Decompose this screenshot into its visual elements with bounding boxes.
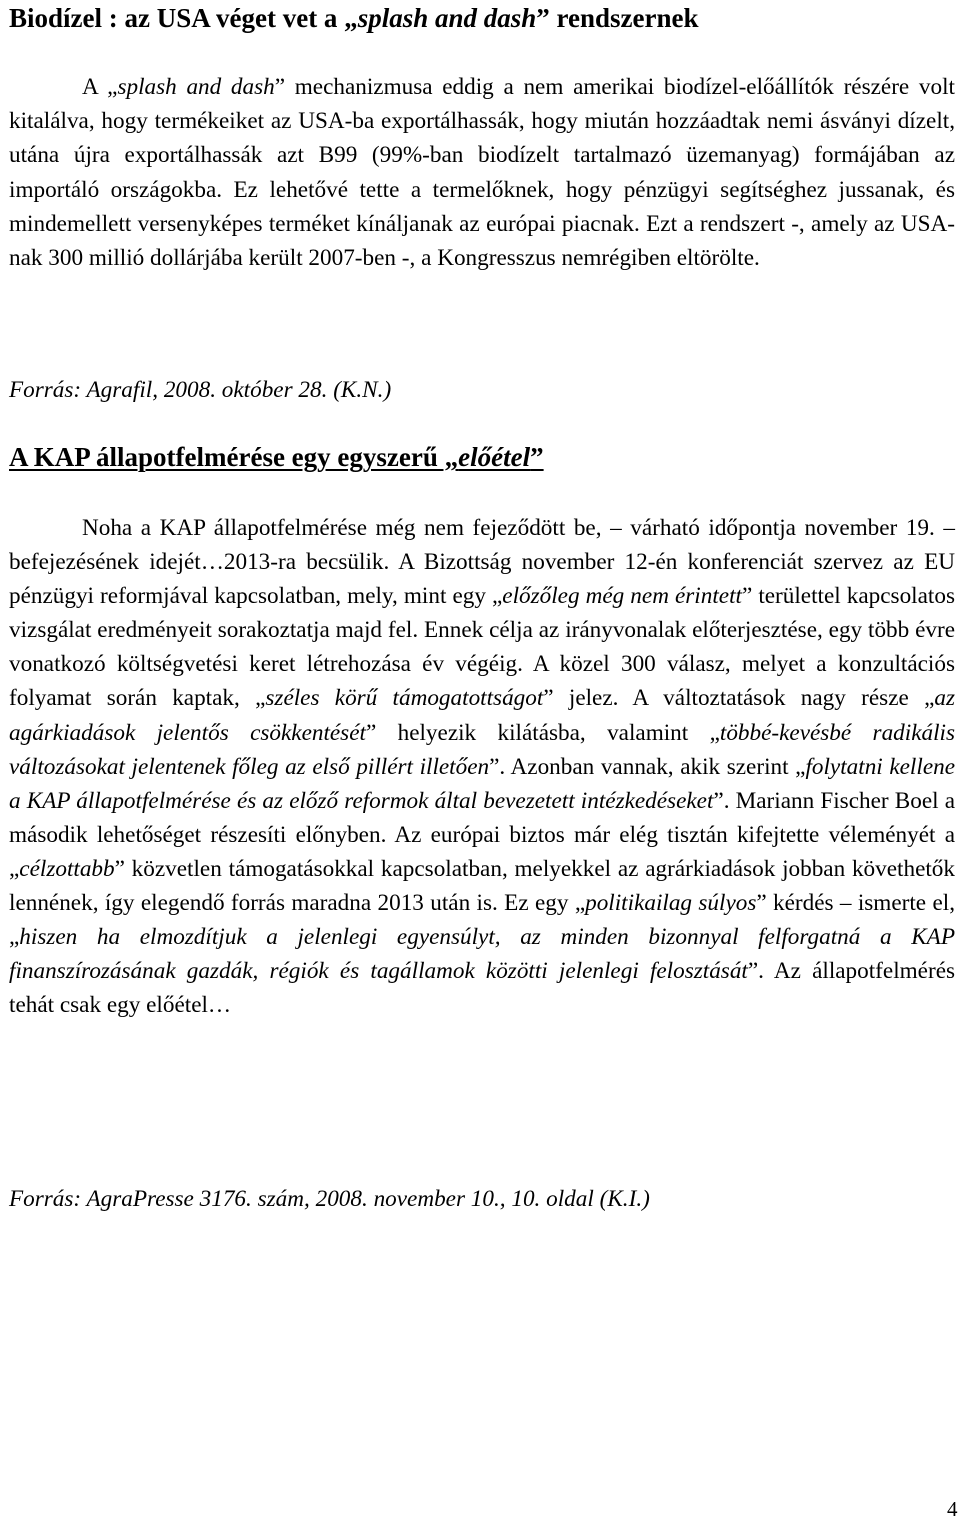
article-2-title-prefix: A KAP állapotfelmérése egy egyszerű „: [9, 442, 459, 472]
article-2-text: ”. Az állapotfelmérés tehát csak egy előétel…: [9, 958, 956, 1019]
article-2-text: ” jelez. A változtatások nagy része „: [543, 685, 935, 712]
article-2-title: [9, 440, 544, 474]
article-1-title-italic: splash and dash: [357, 3, 537, 33]
article-1-text: ” mechanizmusa eddig a nem amerikai biodízel-előállítók részére volt kitalálva, hogy termékeiket az USA-ba exportálhassák, hogy miután hozzáadtak nemi ásványi dízelt, utána újra exportálhassák azt B99 (99%-ban biodízelt tartalmazó üzemanyag) formájában az importáló országokba. Ez lehetővé tette a termelőknek, hogy pénzügyi segítséghez jussanak, és mindemellett versenyképes terméket kínáljanak az európai piacnak. Ezt a rendszert -, amely az USA-nak 300 millió dollárjába került 2007-ben -, a Kongresszus nemrégiben eltörölte.: [9, 74, 956, 272]
article-2-italic-text: előzőleg még nem érintett: [502, 583, 742, 610]
article-2-title-italic: előétel: [458, 442, 531, 472]
article-1-title: [9, 2, 699, 34]
article-2-text: ” közvetlen támogatásokkal kapcsolatban, melyekkel az agrárkiadások jobban követhetők lennének, így elegendő forrás maradna 2013 után is. Ez egy „: [9, 855, 955, 917]
article-2-italic-text: többé-kevésbé radikális változásokat jelentenek főleg az első pillért illetően: [9, 719, 955, 780]
article-2-italic-text: hiszen ha elmozdítjuk a jelenlegi egyensúlyt, az minden bizonnyal felforgatná a KAP finanszírozásának gazdák, régiók és tagállamok közötti jelenlegi felosztását: [9, 924, 955, 985]
article-1-source: Forrás: Agrafil, 2008. október 28. (K.N.): [9, 377, 392, 403]
article-2-text: ” kérdés – ismerte el, „: [9, 890, 955, 951]
article-1-italic-text: splash and dash: [117, 74, 275, 100]
article-2-text: ” területtel kapcsolatos vizsgálat eredményeit sorakoztatja majd fel. Ennek célja az irányvonalak előterjesztése, egy több évre vonatkozó költségvetési keret létrehozása év végéig. A közel 300 válasz, melyet a konzultációs folyamat során kaptak, „: [9, 583, 955, 712]
article-2-body: [9, 511, 955, 1022]
article-2-text: Noha a KAP állapotfelmérése még nem fejeződött be, – várható időpontja november 19. – befejezésének idejét…2013-ra becsülik. A Bizottság november 12-én konferenciát szervez az EU pénzügyi reformjával kapcsolatban, mely, mint egy „: [9, 515, 955, 610]
article-2-italic-text: folytatni kellene a KAP állapotfelmérése és az előző reformok által bevezetett intézkedéseket: [9, 753, 955, 814]
article-2-title-suffix: ”: [530, 442, 544, 472]
article-1-text: A „: [82, 74, 118, 100]
page-number: 4: [947, 1497, 958, 1521]
article-1-title-prefix: Biodízel : az USA véget vet a „: [9, 3, 358, 33]
article-2-text: ” helyezik kilátásba, valamint „: [365, 719, 720, 746]
article-2-italic-text: az agárkiadások jelentős csökkentését: [9, 685, 955, 746]
article-2-italic-text: politikailag súlyos: [585, 890, 757, 917]
article-1-body: [9, 70, 955, 275]
article-2-italic-text: széles körű támogatottságot: [265, 685, 544, 712]
article-2-source: Forrás: AgraPresse 3176. szám, 2008. november 10., 10. oldal (K.I.): [9, 1186, 650, 1212]
article-2-text: ”. Azonban vannak, akik szerint „: [489, 753, 806, 780]
article-2-italic-text: célzottabb: [19, 855, 115, 882]
article-2-text: ”. Mariann Fischer Boel a második lehetőséget részesíti előnyben. Az európai biztos már elég tisztán kifejtette véleményét a „: [9, 787, 955, 882]
article-1-title-suffix: ” rendszernek: [536, 3, 699, 33]
